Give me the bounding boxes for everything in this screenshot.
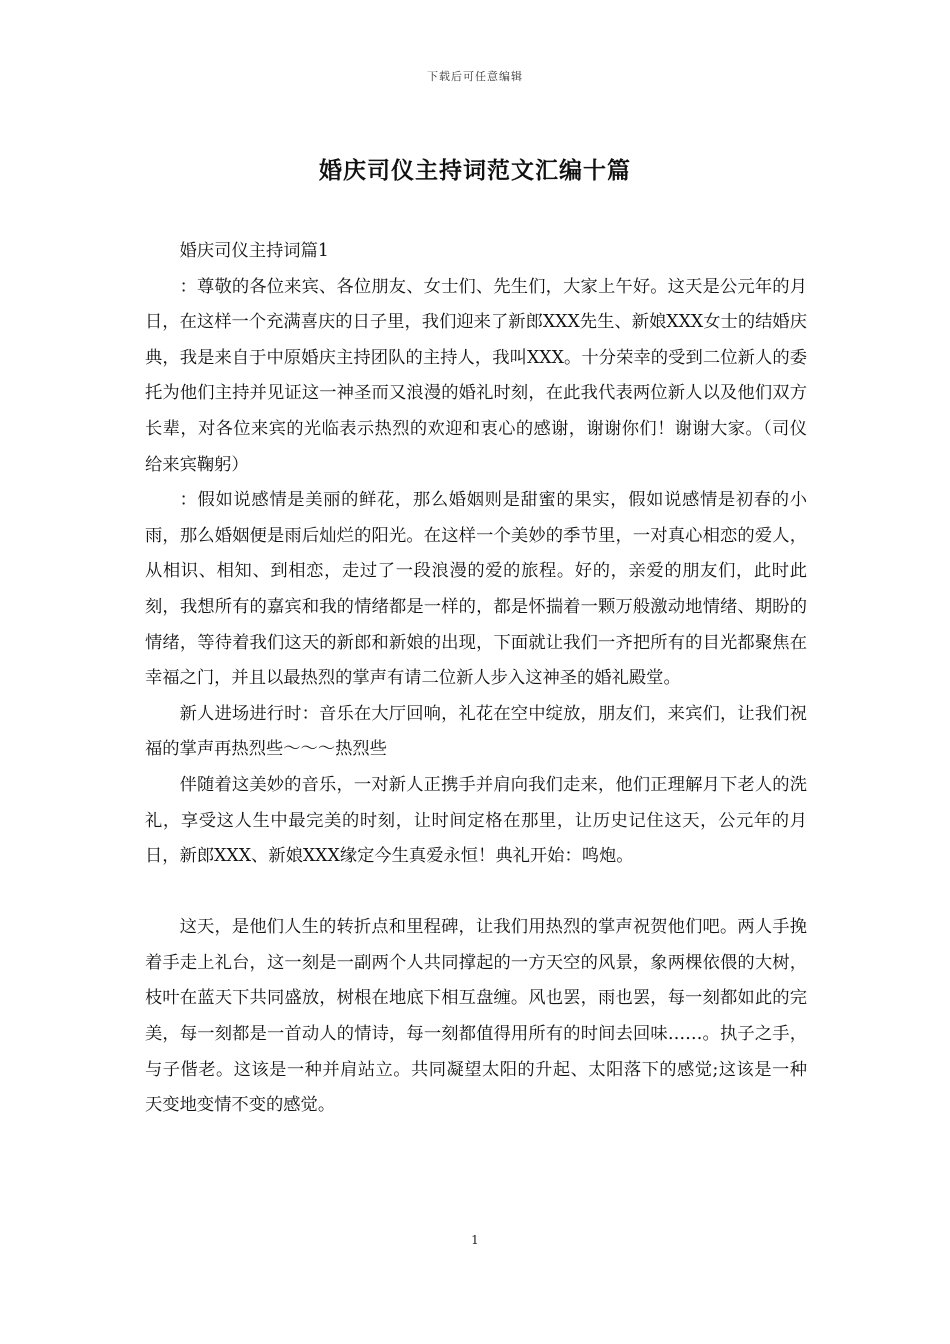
document-title: 婚庆司仪主持词范文汇编十篇 — [319, 157, 631, 184]
paragraph: 这天，是他们人生的转折点和里程碑，让我们用热烈的掌声祝贺他们吧。两人手挽着手走上礼台，这一刻是一副两个人共同撑起的一方天空的风景，象两棵依偎的大树，枝叶在蓝天下共同盛放，树根在地底下相互盘缠。风也罢，雨也罢，每一刻都如此的完美，每一刻都是一首动人的情诗，每一刻都值得用所有的时间去回味……。执子之手，与子偕老。这该是一种并肩站立。共同凝望太阳的升起、太阳落下的感觉;这该是一种天变地变情不变的感觉。 — [145, 917, 807, 1116]
document-body — [145, 234, 807, 1124]
page-number: 1 — [471, 1233, 479, 1247]
paragraph: 伴随着这美妙的音乐，一对新人正携手并肩向我们走来，他们正理解月下老人的洗礼，享受这人生中最完美的时刻，让时间定格在那里，让历史记住这天，公元年的月日，新郎XXX、新娘XXX缘定今生真爱永恒！典礼开始：鸣炮。 — [145, 774, 807, 867]
paragraph-spacer — [145, 875, 807, 911]
paragraph: 新人进场进行时：音乐在大厅回响，礼花在空中绽放，朋友们，来宾们，让我们祝福的掌声再热烈些～～～热烈些 — [145, 703, 807, 760]
page-header-note: 下载后可任意编辑 — [427, 70, 523, 83]
section-heading: 婚庆司仪主持词篇1 — [179, 241, 329, 261]
paragraph: ：假如说感情是美丽的鲜花，那么婚姻则是甜蜜的果实，假如说感情是初春的小雨，那么婚姻便是雨后灿烂的阳光。在这样一个美妙的季节里，一对真心相恋的爱人，从相识、相知、到相恋，走过了一段浪漫的爱的旅程。好的，亲爱的朋友们，此时此刻，我想所有的嘉宾和我的情绪都是一样的，都是怀揣着一颗万般激动地情绪、期盼的情绪，等待着我们这天的新郎和新娘的出现，下面就让我们一齐把所有的目光都聚焦在幸福之门，并且以最热烈的掌声有请二位新人步入这神圣的婚礼殿堂。 — [145, 490, 807, 689]
paragraph: ：尊敬的各位来宾、各位朋友、女士们、先生们，大家上午好。这天是公元年的月日，在这样一个充满喜庆的日子里，我们迎来了新郎XXX先生、新娘XXX女士的结婚庆典，我是来自于中原婚庆主持团队的主持人，我叫XXX。十分荣幸的受到二位新人的委托为他们主持并见证这一神圣而又浪漫的婚礼时刻，在此我代表两位新人以及他们双方长辈，对各位来宾的光临表示热烈的欢迎和衷心的感谢，谢谢你们！谢谢大家。（司仪给来宾鞠躬） — [145, 276, 807, 475]
